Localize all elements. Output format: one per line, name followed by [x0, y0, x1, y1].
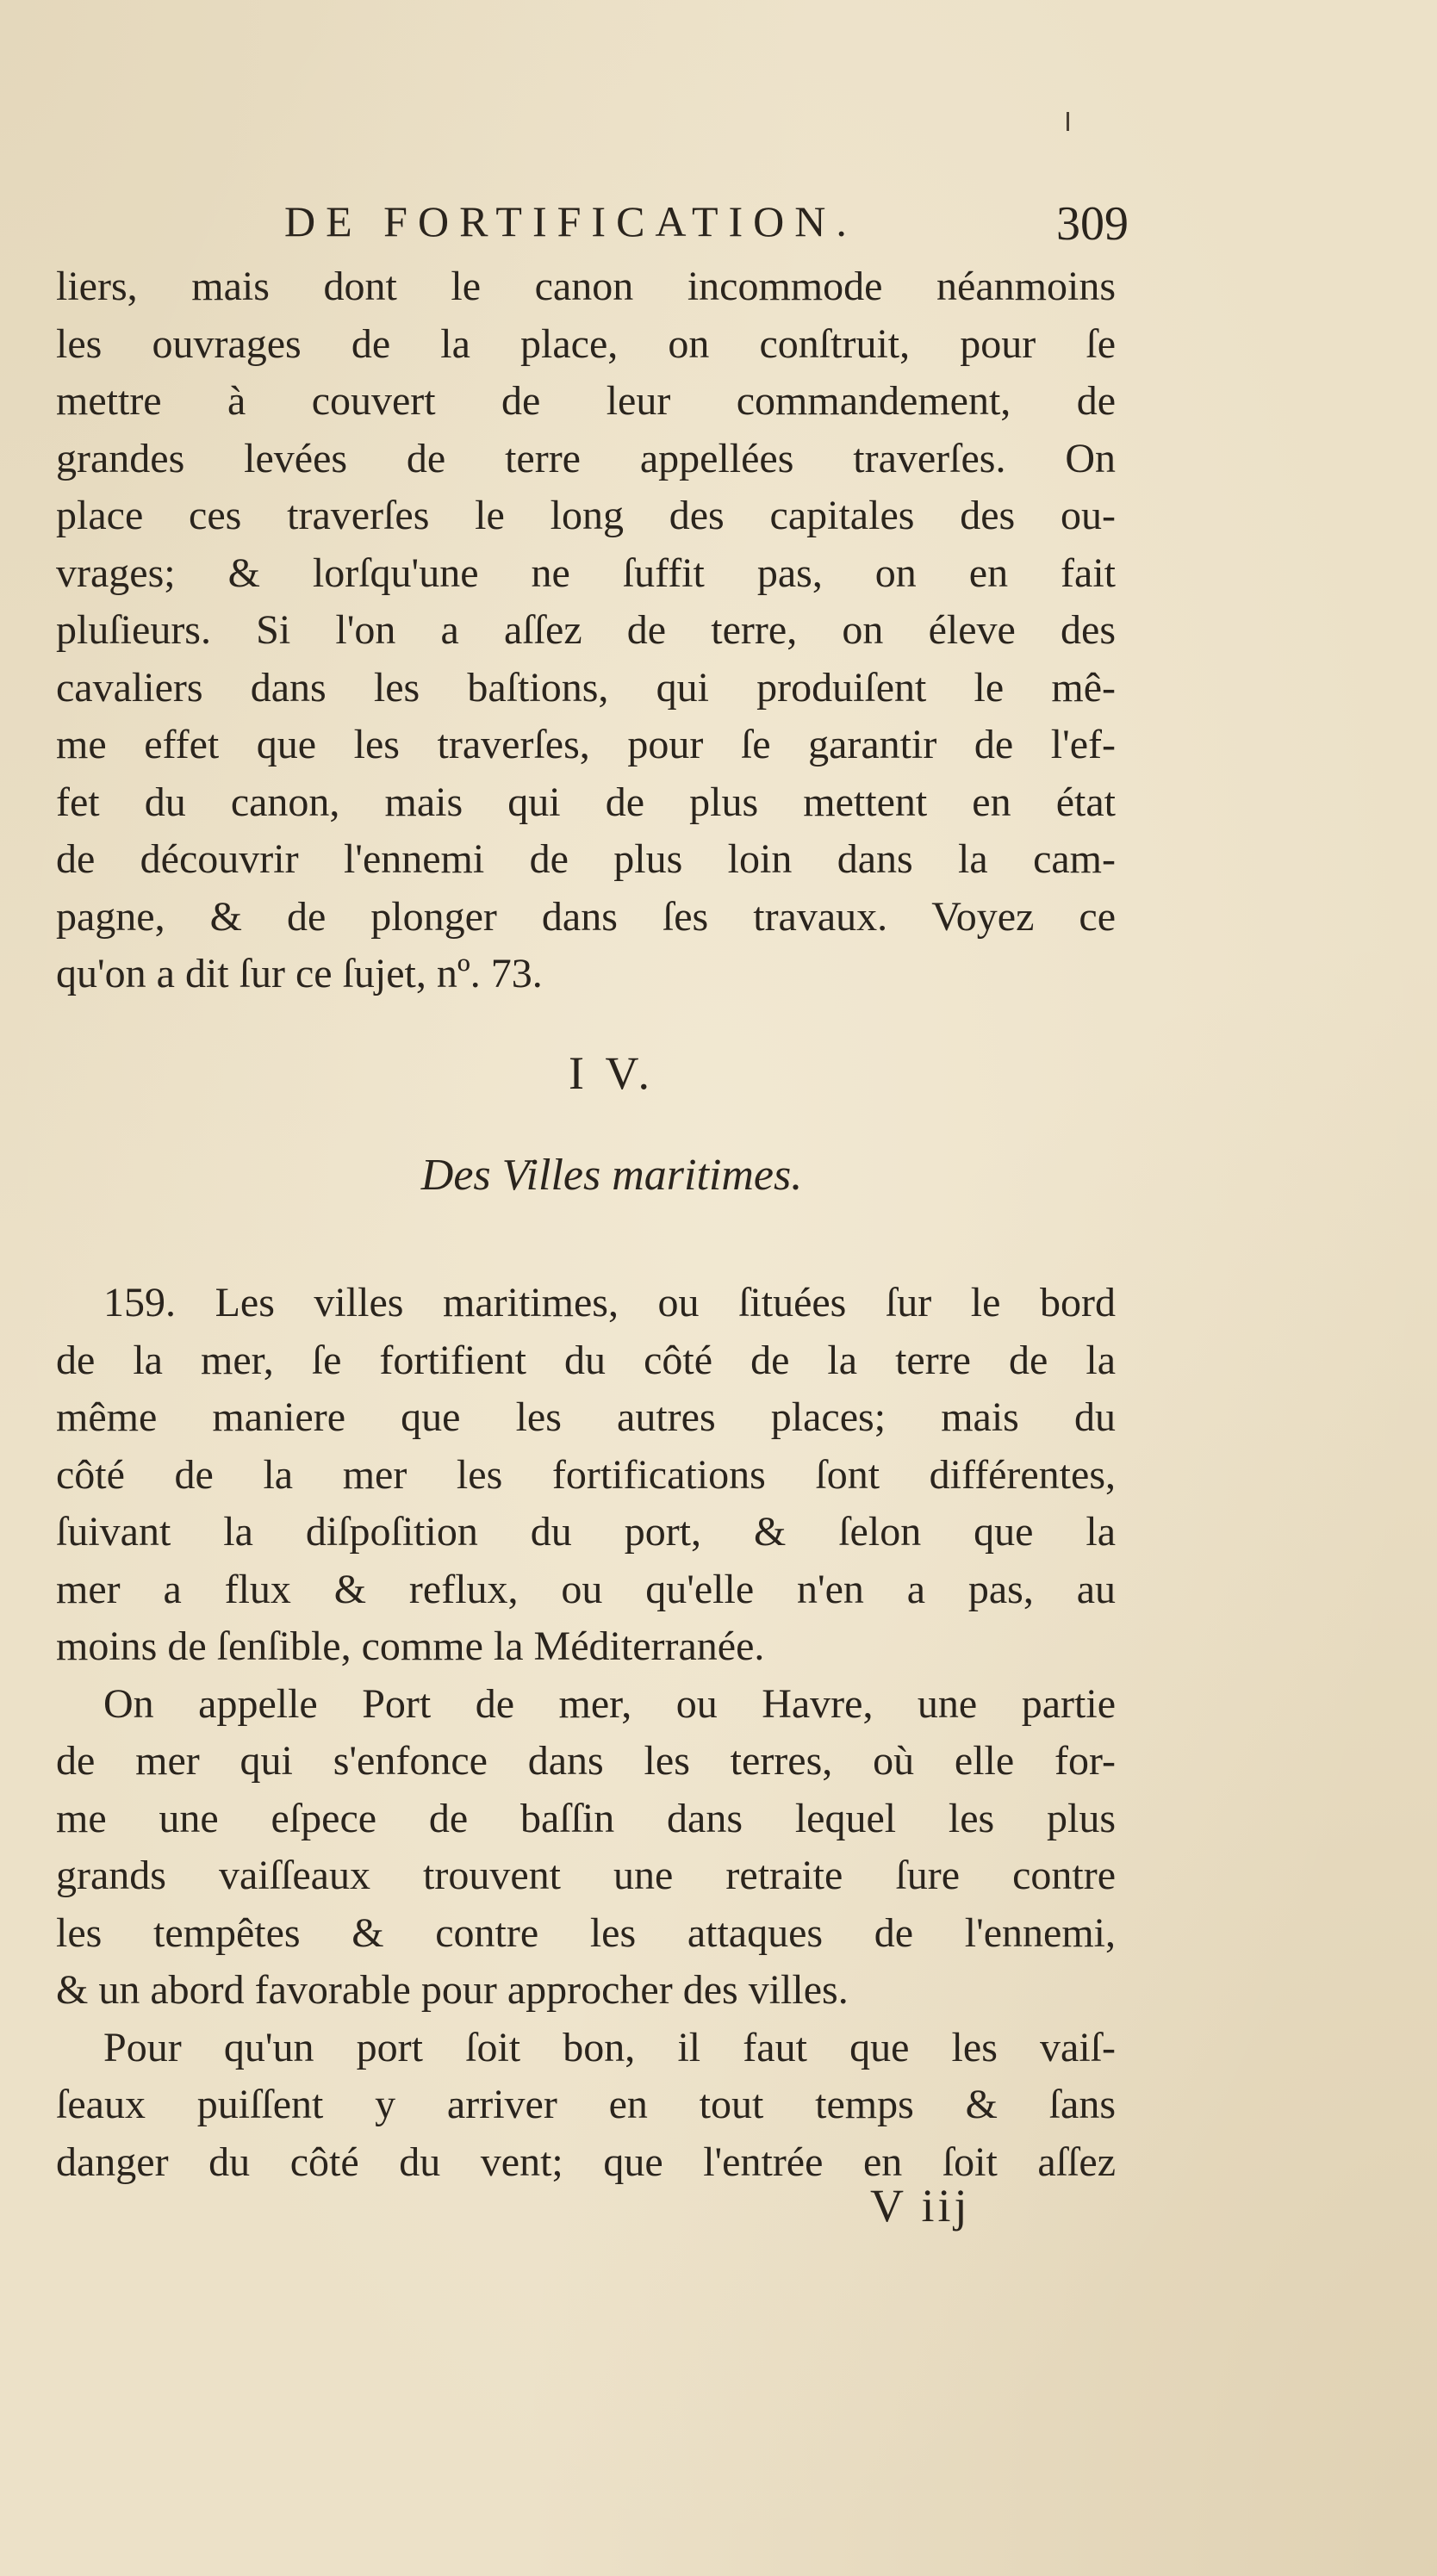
- body-continued: [56, 1275, 1116, 2191]
- text-line: mettre à couvert de leur commandement, de: [56, 378, 1116, 424]
- running-head-title: DE FORTIFICATION.: [284, 197, 857, 245]
- paragraph-2: [56, 1275, 1116, 1676]
- page-number: 309: [1056, 197, 1129, 251]
- text-line: pluſieurs. Si l'on a aſſez de terre, on éleve des: [56, 607, 1116, 653]
- text-line: liers, mais dont le canon incommode néanmoins: [56, 264, 1116, 309]
- text-line: me une eſpece de baſſin dans lequel les plus: [56, 1795, 1116, 1841]
- running-head: [284, 196, 1129, 265]
- text-line: de découvrir l'ennemi de plus loin dans la cam-: [56, 836, 1116, 882]
- text-line: grandes levées de terre appellées traverſes. On: [56, 435, 1116, 481]
- text-line: les ouvrages de la place, on conſtruit, pour ſe: [56, 320, 1116, 367]
- text-line: qu'on a dit ſur ce ſujet, nº. 73.: [56, 951, 543, 996]
- paragraph-4: [56, 2020, 1116, 2192]
- signature-mark: V iij: [870, 2180, 971, 2231]
- text-line: ſeaux puiſſent y arriver en tout temps & ſans: [56, 2082, 1116, 2127]
- text-line: ſuivant la diſpoſition du port, & ſelon que la: [56, 1509, 1116, 1555]
- text-line: me effet que les traverſes, pour ſe garantir de l'ef-: [56, 722, 1116, 767]
- text-line: pagne, & de plonger dans ſes travaux. Voyez ce: [56, 893, 1116, 940]
- text-line: fet du canon, mais qui de plus mettent en état: [56, 779, 1116, 825]
- text-line: de mer qui s'enfonce dans les terres, où elle for-: [56, 1738, 1116, 1784]
- text-line: On appelle Port de mer, ou Havre, une partie: [103, 1680, 1116, 1727]
- text-line: & un abord favorable pour approcher des villes.: [56, 1967, 849, 2013]
- text-line: grands vaiſſeaux trouvent une retraite ſure contre: [56, 1853, 1116, 1898]
- text-line: moins de ſenſible, comme la Méditerranée.: [56, 1623, 765, 1669]
- print-mark: [1067, 112, 1069, 131]
- text-line: même maniere que les autres places; mais du: [56, 1394, 1116, 1440]
- text-line: place ces traverſes le long des capitales des ou-: [56, 493, 1116, 538]
- text-line: les tempêtes & contre les attaques de l'ennemi,: [56, 1909, 1116, 1956]
- text-line: Pour qu'un port ſoit bon, il faut que les vaiſ-: [103, 2024, 1116, 2070]
- section-number: I V.: [568, 1047, 656, 1099]
- section-title: Des Villes maritimes.: [420, 1151, 803, 1200]
- text-line: danger du côté du vent; que l'entrée en ſoit aſſez: [56, 2138, 1116, 2185]
- text-line: de la mer, ſe fortifient du côté de la terre de la: [56, 1337, 1116, 1383]
- text-line: côté de la mer les fortifications ſont différentes,: [56, 1451, 1116, 1498]
- paragraph-3: [56, 1676, 1116, 2020]
- text-line: cavaliers dans les baſtions, qui produiſent le mê-: [56, 664, 1116, 711]
- text-line: vrages; & lorſqu'une ne ſuffit pas, on en fait: [56, 549, 1116, 596]
- paragraph-1: [56, 258, 1116, 1003]
- text-line: 159. Les villes maritimes, ou ſituées ſur le bord: [103, 1280, 1116, 1325]
- text-line: mer a flux & reflux, ou qu'elle n'en a pas, au: [56, 1566, 1116, 1612]
